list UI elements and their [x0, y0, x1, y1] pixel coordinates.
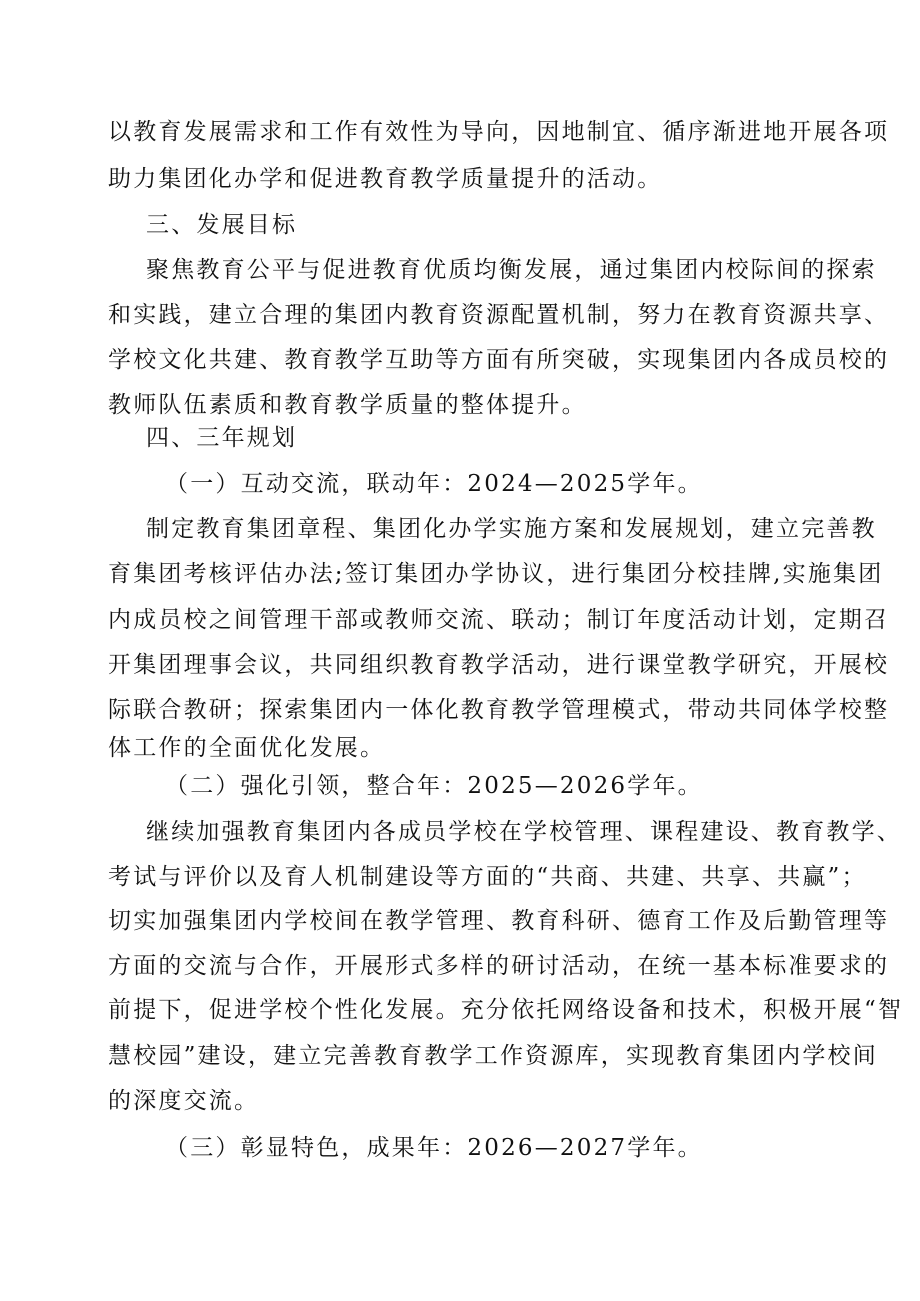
- paragraph-sub1-line-3: 内成员校之间管理干部或教师交流、联动；制订年度活动计划，定期召: [108, 607, 890, 633]
- paragraph-sub1-line-5: 际联合教研；探索集团内一体化教育教学管理模式，带动共同体学校整: [108, 697, 890, 723]
- paragraph-goal-line-2: 和实践，建立合理的集团内教育资源配置机制，努力在教育资源共享、: [108, 302, 890, 328]
- subsection-heading-1: （一）互动交流，联动年：2024—2025学年。: [165, 471, 703, 497]
- paragraph-goal-line-1: 聚焦教育公平与促进教育优质均衡发展，通过集团内校际间的探索: [146, 257, 877, 283]
- paragraph-sub2-line-5: 前提下，促进学校个性化发展。充分依托网络设备和技术，积极开展“智: [108, 997, 904, 1023]
- section-heading-three-year-plan: 四、三年规划: [146, 425, 298, 451]
- paragraph-sub2-line-4: 方面的交流与合作，开展形式多样的研讨活动，在统一基本标准要求的: [108, 953, 890, 979]
- subsection-heading-2: （二）强化引领，整合年：2025—2026学年。: [165, 773, 703, 799]
- paragraph-sub1-line-2: 育集团考核评估办法;签订集团办学协议，进行集团分校挂牌,实施集团: [108, 561, 884, 587]
- paragraph-intro-line-2: 助力集团化办学和促进教育教学质量提升的活动。: [108, 166, 663, 192]
- paragraph-goal-line-4: 教师队伍素质和教育教学质量的整体提升。: [108, 392, 587, 418]
- paragraph-sub2-line-6: 慧校园”建设，建立完善教育教学工作资源库，实现教育集团内学校间: [108, 1043, 878, 1069]
- paragraph-sub2-line-7: 的深度交流。: [108, 1088, 260, 1114]
- section-heading-goals: 三、发展目标: [146, 212, 298, 238]
- paragraph-intro-line-1: 以教育发展需求和工作有效性为导向，因地制宜、循序渐进地开展各项: [108, 119, 890, 145]
- subsection-heading-3: （三）彰显特色，成果年：2026—2027学年。: [165, 1135, 703, 1161]
- paragraph-sub1-line-4: 开集团理事会议，共同组织教育教学活动，进行课堂教学研究，开展校: [108, 652, 890, 678]
- paragraph-sub2-line-3: 切实加强集团内学校间在教学管理、教育科研、德育工作及后勤管理等: [108, 908, 890, 934]
- paragraph-sub2-line-1: 继续加强教育集团内各成员学校在学校管理、课程建设、教育教学、: [146, 819, 902, 845]
- paragraph-sub2-line-2: 考试与评价以及育人机制建设等方面的“共商、共建、共享、共赢”；: [108, 864, 867, 890]
- paragraph-sub1-line-6: 体工作的全面优化发展。: [108, 735, 386, 761]
- paragraph-goal-line-3: 学校文化共建、教育教学互助等方面有所突破，实现集团内各成员校的: [108, 347, 890, 373]
- paragraph-sub1-line-1: 制定教育集团章程、集团化办学实施方案和发展规划，建立完善教: [146, 516, 877, 542]
